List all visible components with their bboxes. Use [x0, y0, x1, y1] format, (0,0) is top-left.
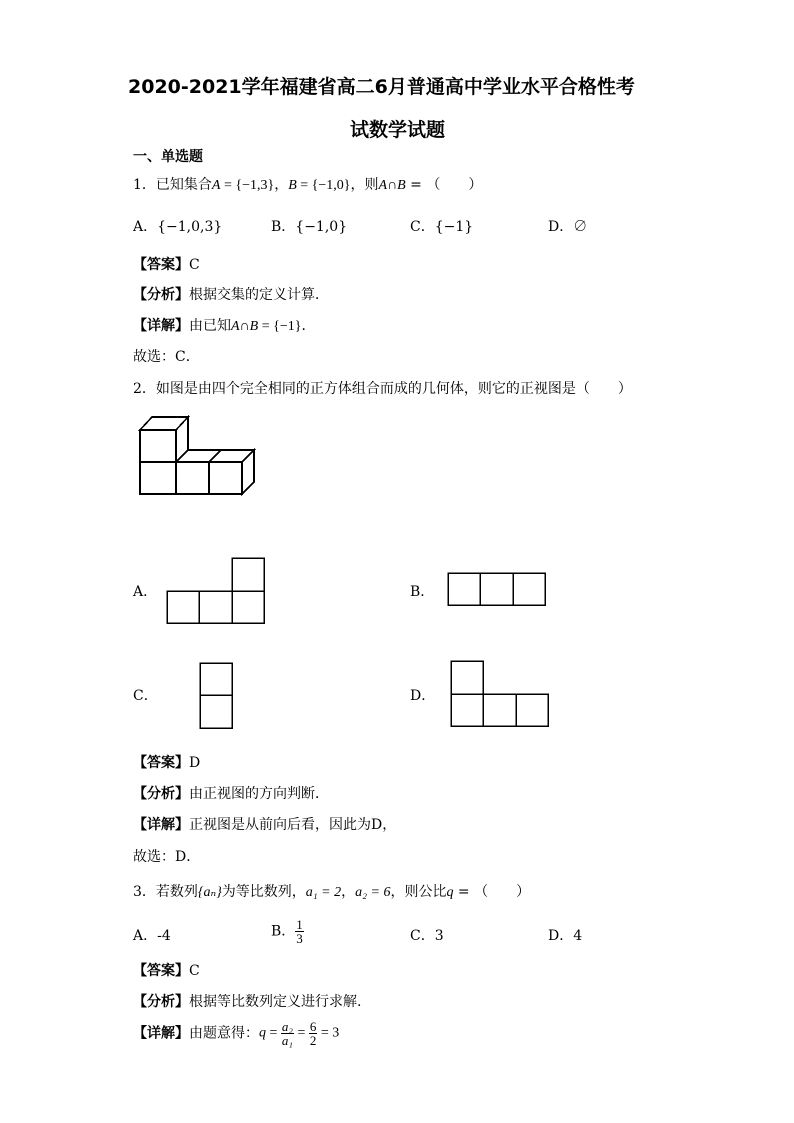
page-title: 2020-2021学年福建省高二6月普通高中学业水平合格性考 [128, 76, 635, 98]
q2-stem: 2．如图是由四个完全相同的正方体组合而成的几何体，则它的正视图是（ ） [133, 381, 632, 397]
q3-option-d[interactable]: D．4 [548, 928, 583, 944]
q2-option-c-figure[interactable] [199, 662, 235, 730]
q2-choice: 故选：D． [133, 849, 201, 865]
q2-detail: 【详解】正视图是从前向后看，因此为D， [133, 817, 397, 833]
cube1-front-face [140, 462, 176, 494]
q2-option-a-label[interactable]: A． [133, 584, 158, 600]
q1-option-b[interactable]: B．{−1,0} [271, 219, 348, 235]
q3-answer: 【答案】C [133, 963, 200, 979]
q3-option-b[interactable]: B． $\frac{1}{3}$ [271, 917, 303, 946]
q3-detail-fraction-1: $\frac{\text{a₂}}{\text{a₁}}$ [281, 1019, 293, 1048]
q2-option-b-label[interactable]: B． [410, 584, 435, 600]
page-title-line2: 试数学试题 [350, 119, 446, 141]
q2-option-c-label[interactable]: C． [133, 688, 158, 704]
q3-option-a[interactable]: A．-4 [133, 928, 171, 944]
q3-stem: 3．若数列{aₙ}为等比数列，a₁ = 2，a₂ = 6，则公比q = （ ） [133, 884, 531, 900]
q1-choice: 故选：C． [133, 349, 200, 365]
q1-option-c[interactable]: C．{−1} [410, 219, 474, 235]
q2-option-d-figure[interactable] [450, 660, 550, 728]
q3-detail: 【详解】由题意得：q = $\frac{\text{a₂}}{\text{a₁}}$ = $\frac{6}{2}$ = 3 [133, 1019, 340, 1048]
q3-option-c[interactable]: C．3 [410, 928, 444, 944]
q1-analysis: 【分析】根据交集的定义计算． [133, 287, 329, 303]
q3-analysis: 【分析】根据等比数列定义进行求解. [133, 994, 362, 1010]
q1-option-a[interactable]: A．{−1,0,3} [133, 219, 223, 235]
q1-stem: 1．已知集合A = {−1,3}，B = {−1,0}，则A∩B = （ ） [133, 177, 483, 193]
q2-option-b-figure[interactable] [447, 572, 547, 608]
cube2-front-face [176, 462, 209, 494]
section-heading: 一、单选题 [133, 149, 203, 165]
q3-detail-fraction-2: $\frac{6}{2}$ [309, 1019, 317, 1048]
q1-detail: 【详解】由已知A∩B = {−1}． [133, 318, 316, 334]
q2-option-d-label[interactable]: D． [410, 688, 436, 704]
q2-answer: 【答案】D [133, 755, 201, 771]
q2-option-a-figure[interactable] [166, 557, 266, 625]
q3-option-b-fraction: $\frac{1}{3}$ [296, 917, 303, 946]
cube-figure [136, 414, 260, 498]
top-cube-front-face [140, 430, 176, 462]
cube3-front-face [209, 462, 242, 494]
q1-answer: 【答案】C [133, 257, 200, 273]
q2-analysis: 【分析】由正视图的方向判断． [133, 786, 329, 802]
q1-option-d[interactable]: D．∅ [548, 219, 588, 235]
